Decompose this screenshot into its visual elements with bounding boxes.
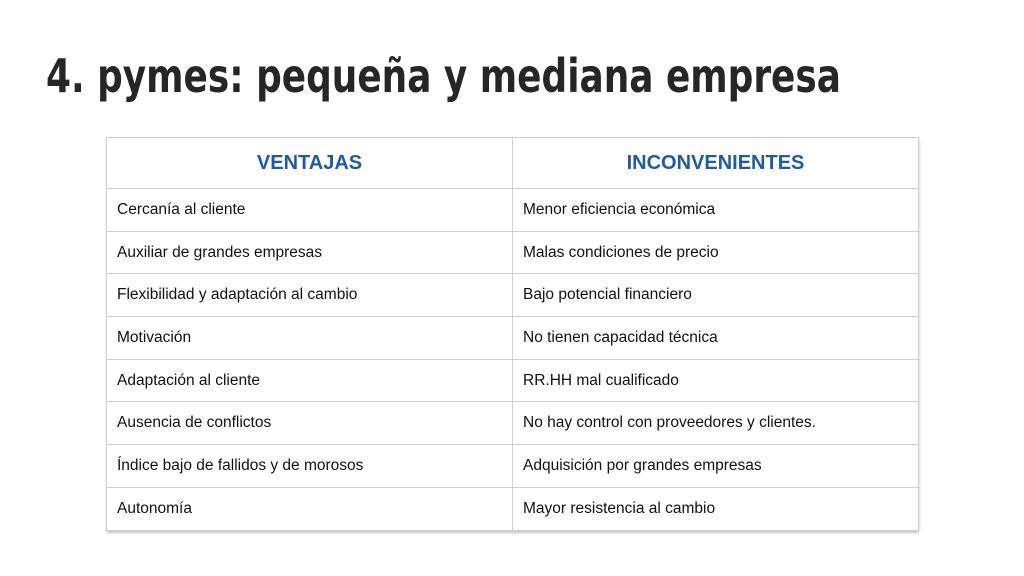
disadvantage-cell: Adquisición por grandes empresas (513, 445, 919, 488)
disadvantage-cell: No tienen capacidad técnica (513, 317, 919, 360)
column-header-ventajas: VENTAJAS (107, 138, 513, 189)
table-row (107, 487, 919, 530)
table-row (107, 402, 919, 445)
table-row (107, 317, 919, 360)
advantage-cell: Flexibilidad y adaptación al cambio (107, 274, 513, 317)
disadvantage-cell: RR.HH mal cualificado (513, 359, 919, 402)
advantage-cell: Ausencia de conflictos (107, 402, 513, 445)
disadvantage-cell: Mayor resistencia al cambio (513, 487, 919, 530)
disadvantage-cell: Malas condiciones de precio (513, 231, 919, 274)
table-row (107, 274, 919, 317)
comparison-table (106, 137, 919, 531)
advantage-cell: Motivación (107, 317, 513, 360)
table-row (107, 359, 919, 402)
table-header-row (107, 138, 919, 189)
advantage-cell: Índice bajo de fallidos y de morosos (107, 445, 513, 488)
page-title: 4. pymes: pequeña y mediana empresa (46, 49, 841, 103)
table-row (107, 445, 919, 488)
disadvantage-cell: Menor eficiencia económica (513, 189, 919, 232)
advantage-cell: Adaptación al cliente (107, 359, 513, 402)
table-row (107, 231, 919, 274)
disadvantage-cell: Bajo potencial financiero (513, 274, 919, 317)
column-header-inconvenientes: INCONVENIENTES (513, 138, 919, 189)
advantage-cell: Auxiliar de grandes empresas (107, 231, 513, 274)
advantage-cell: Cercanía al cliente (107, 189, 513, 232)
advantage-cell: Autonomía (107, 487, 513, 530)
table-row (107, 189, 919, 232)
disadvantage-cell: No hay control con proveedores y clientes. (513, 402, 919, 445)
comparison-table-container (106, 137, 918, 531)
